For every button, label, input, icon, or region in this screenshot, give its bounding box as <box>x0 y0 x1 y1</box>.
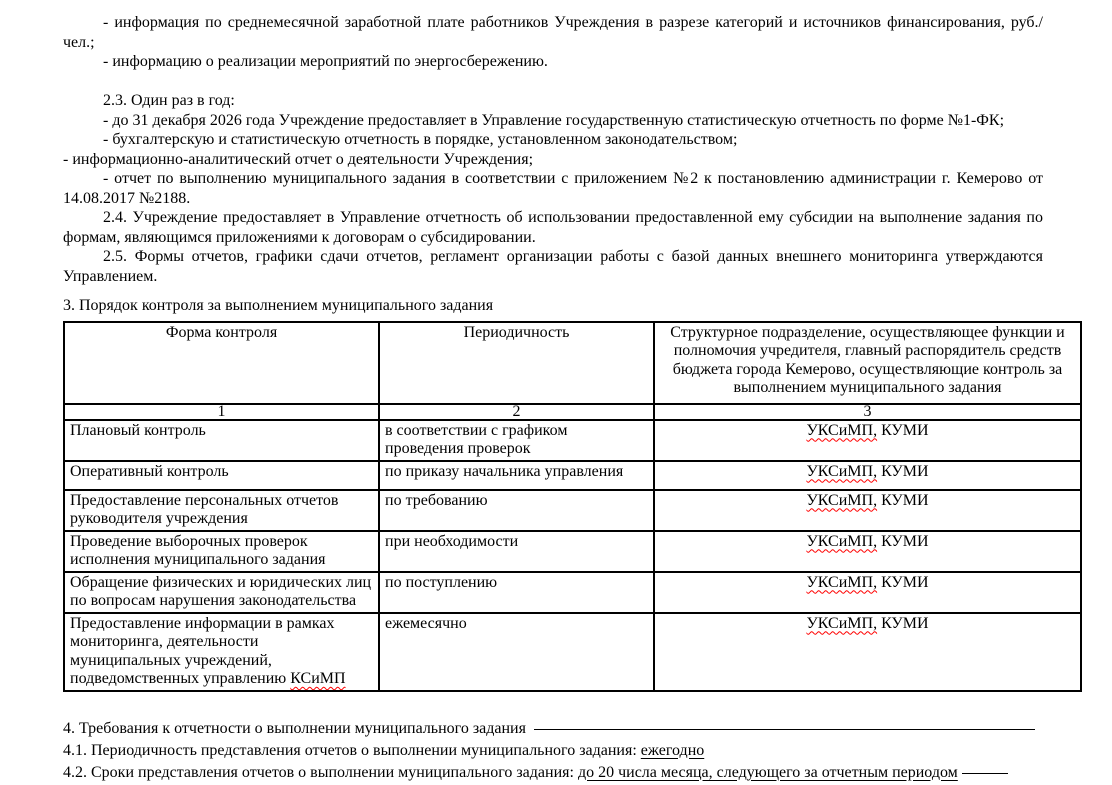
column-number-2: 2 <box>379 404 654 420</box>
form-text: Проведение выборочных проверок исполнения муниципального задания <box>70 532 326 568</box>
table-header-row <box>64 322 1081 404</box>
section-4-1-label: 4.1. Периодичность представления отчетов о выполнении муниципального задания: <box>63 741 641 759</box>
form-text: Оперативный контроль <box>70 462 229 480</box>
paragraph-energy-saving: - информацию о реализации мероприятий по энергосбережению. <box>103 53 548 70</box>
form-text: Предоставление персональных отчетов руководителя учреждения <box>70 491 339 527</box>
department-rest: КУМИ <box>877 573 929 591</box>
cell-periodicity: по поступлению <box>379 572 654 613</box>
department-rest: КУМИ <box>877 532 929 550</box>
department-rest: КУМИ <box>877 462 929 480</box>
section-4-label: 4. Требования к отчетности о выполнении муниципального задания <box>63 719 526 737</box>
blank-underline <box>534 728 1035 730</box>
cell-form <box>64 613 379 691</box>
cell-form <box>64 490 379 531</box>
control-table <box>63 321 1082 692</box>
cell-department <box>654 490 1081 531</box>
cell-form <box>64 420 379 461</box>
cell-department <box>654 531 1081 572</box>
department-rest: КУМИ <box>877 421 929 439</box>
form-text: Предоставление информации в рамках мониторинга, деятельности муниципальных учреждений, подведомственных управлению <box>70 614 335 687</box>
form-text: Обращение физических и юридических лиц по вопросам нарушения законодательства <box>70 573 372 609</box>
paragraph-salary-info: - информация по среднемесячной заработной плате работников Учреждения в разрезе категорий и источников финансирования, руб./чел.; <box>63 14 1043 51</box>
section-4-1-line <box>63 740 1043 762</box>
cell-periodicity: в соответствии с графиком проведения проверок <box>379 420 654 461</box>
cell-periodicity: по приказу начальника управления <box>379 461 654 490</box>
table-row <box>64 461 1081 490</box>
section-4 <box>63 718 1043 784</box>
section-4-2-line <box>63 762 1043 784</box>
cell-form <box>64 531 379 572</box>
section-4-2-value: до 20 числа месяца, следующего за отчетным периодом <box>577 763 958 781</box>
paragraph-statistical-report: - до 31 декабря 2026 года Учреждение предоставляет в Управление государственную статистическую отчетность по форме №1-ФК; <box>103 111 1005 129</box>
cell-department <box>654 461 1081 490</box>
cell-department <box>654 613 1081 691</box>
table-row <box>64 572 1081 613</box>
spellcheck-flagged-text: УКСиМП, <box>806 462 878 480</box>
header-department: Структурное подразделение, осуществляющее функции и полномочия учредителя, главный распорядитель средств бюджета города Кемерово, осуществляющие контроль за выполнением муниципального задания <box>654 322 1081 404</box>
table-number-row <box>64 404 1081 420</box>
table-row <box>64 420 1081 461</box>
spellcheck-flagged-text: КСиМП <box>290 670 346 687</box>
section-4-title-line <box>63 718 1043 740</box>
spellcheck-flagged-text: УКСиМП, <box>806 421 878 439</box>
paragraph-analytical-report: - информационно-аналитический отчет о деятельности Учреждения; <box>63 150 534 168</box>
paragraph-accounting-report: - бухгалтерскую и статистическую отчетность в порядке, установленном законодательством; <box>103 131 738 148</box>
column-number-3: 3 <box>654 404 1081 420</box>
section-4-1-value: ежегодно <box>640 741 705 759</box>
form-text: Плановый контроль <box>70 421 206 439</box>
paragraph-task-report: - отчет по выполнению муниципального задания в соответствии с приложением №2 к постановлению администрации г. Кемерово от 14.08.2017 №2188. <box>63 170 1043 207</box>
department-rest: КУМИ <box>877 614 929 632</box>
table-row <box>64 613 1081 691</box>
column-number-1: 1 <box>64 404 379 420</box>
department-rest: КУМИ <box>877 491 929 509</box>
table-row <box>64 490 1081 531</box>
spellcheck-flagged-text: УКСиМП, <box>806 491 878 509</box>
cell-department <box>654 420 1081 461</box>
header-periodicity: Периодичность <box>379 322 654 404</box>
cell-periodicity: при необходимости <box>379 531 654 572</box>
cell-periodicity: ежемесячно <box>379 613 654 691</box>
paragraph-2-5: 2.5. Формы отчетов, графики сдачи отчетов, регламент организации работы с базой данных внешнего мониторинга утверждаются Управлением. <box>63 248 1043 285</box>
spellcheck-flagged-text: УКСиМП, <box>806 532 878 550</box>
cell-form <box>64 572 379 613</box>
cell-form <box>64 461 379 490</box>
section-3-heading: 3. Порядок контроля за выполнением муниципального задания <box>63 297 494 314</box>
section-4-2-label: 4.2. Сроки представления отчетов о выполнении муниципального задания: <box>63 763 578 781</box>
paragraph-2-4: 2.4. Учреждение предоставляет в Управление отчетность об использовании предоставленной ему субсидии на выполнение задания по формам, являющимся приложениями к договорам о субсидировании. <box>63 209 1043 246</box>
header-form-of-control: Форма контроля <box>64 322 379 404</box>
blank-underline <box>962 772 1008 774</box>
spellcheck-flagged-text: УКСиМП, <box>806 614 878 632</box>
paragraph-2-3: 2.3. Один раз в год: <box>103 92 235 109</box>
cell-department <box>654 572 1081 613</box>
spellcheck-flagged-text: УКСиМП, <box>806 573 878 591</box>
cell-periodicity: по требованию <box>379 490 654 531</box>
table-row <box>64 531 1081 572</box>
